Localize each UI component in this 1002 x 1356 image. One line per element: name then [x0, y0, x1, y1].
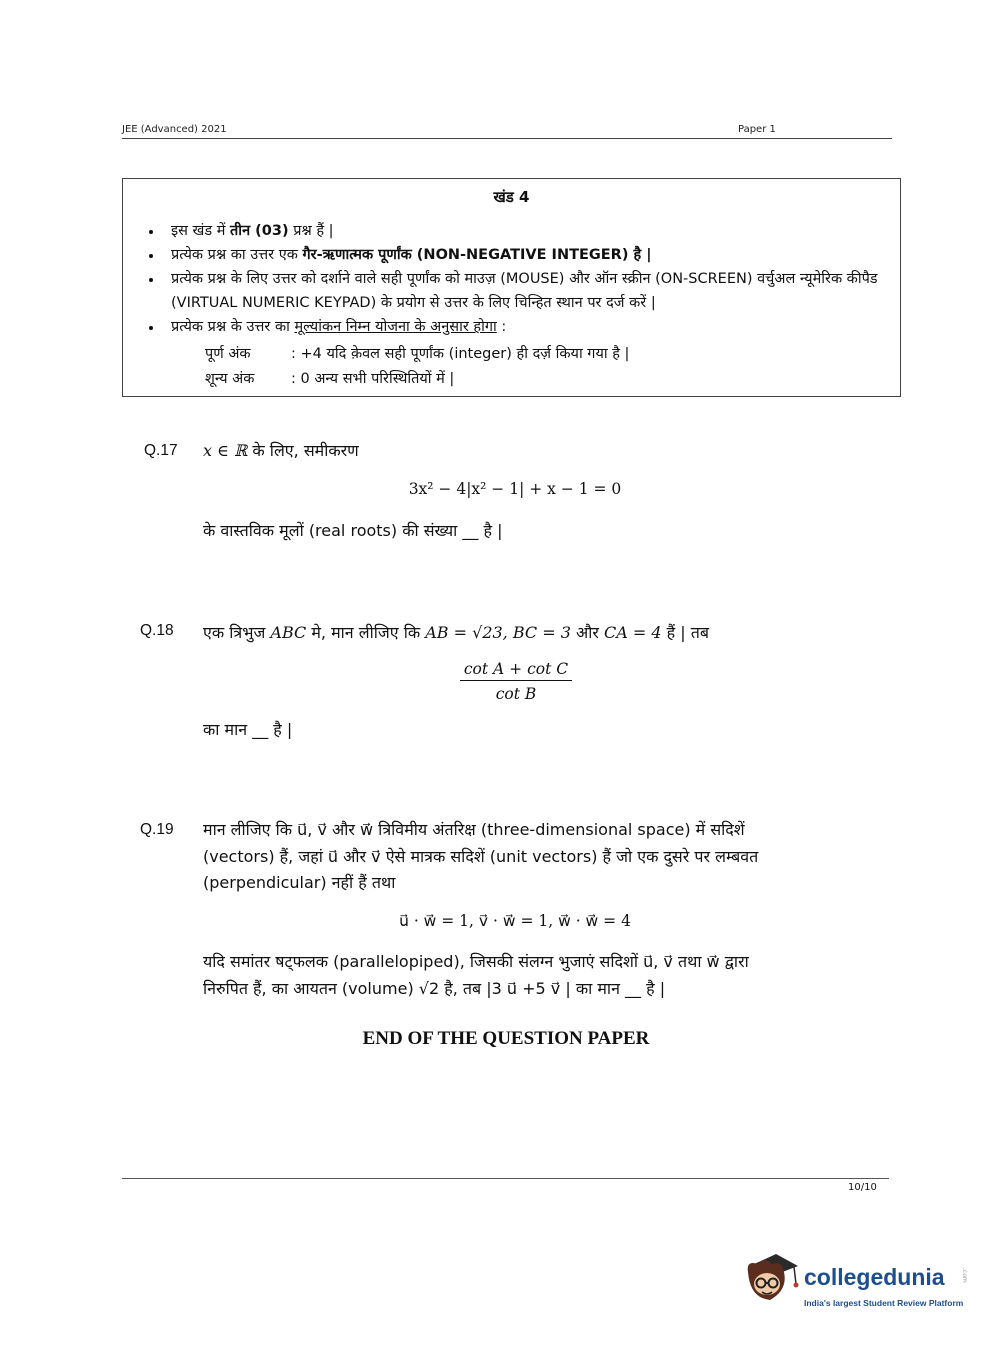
instruction-item: • प्रत्येक प्रश्न का उत्तर एक गैर-ऋणात्मक पूर्णांक (NON-NEGATIVE INTEGER) है | [163, 243, 898, 267]
header-paper: Paper 1 [738, 124, 776, 135]
header-rule [122, 138, 892, 139]
collegedunia-mascot-icon [742, 1250, 800, 1308]
collegedunia-logo-text[interactable]: collegedunia [804, 1264, 945, 1290]
instruction-item: • प्रत्येक प्रश्न के लिए उत्तर को दर्शाने वाले सही पूर्णांक को माउज़ (MOUSE) और ऑन स्क्रीन (ON-SCREEN) वर्चुअल न्यूमेरिक कीपैड (VIRTUAL NUMERIC KEYPAD) के प्रयोग से उत्तर के लिए चिन्हित स्थान पर दर्ज करें | [163, 267, 898, 315]
instruction-list [145, 219, 898, 339]
fraction-numerator: cot A + cot C [460, 660, 572, 681]
page-number: 10/10 [848, 1182, 877, 1193]
question-number-19: Q.19 [140, 821, 174, 838]
fraction-denominator: cot B [495, 685, 537, 703]
q19-line-5: निरुपित हैं, का आयतन (volume) √2 है, तब |3 u⃗ +5 v⃗ | का मान __ है | [203, 979, 666, 998]
q19-line-3: (perpendicular) नहीं हैं तथा [203, 873, 396, 892]
q19-line-2: (vectors) हैं, जहां u⃗ और v⃗ ऐसे मात्रक सदिशें (unit vectors) हैं जो एक दुसरे पर लम्बवत [203, 847, 759, 866]
header-title: JEE (Advanced) 2021 [122, 124, 227, 135]
q17-question: के वास्तविक मूलों (real roots) की संख्या __ है | [203, 521, 503, 540]
instruction-item: • इस खंड में तीन (03) प्रश्न हैं | [163, 219, 898, 243]
q18-fraction [418, 660, 614, 703]
q18-question: का मान __ है | [203, 720, 293, 739]
footer-rule [122, 1178, 889, 1179]
marking-zero: शून्य अंक : 0 अन्य सभी परिस्थितियों में | [205, 371, 455, 387]
q17-equation: 3x² − 4|x² − 1| + x − 1 = 0 [408, 480, 622, 498]
logo-domain-suffix: .com [961, 1268, 968, 1283]
question-number-18: Q.18 [140, 622, 174, 639]
q19-line-4: यदि समांतर षट्फलक (parallelopiped), जिसकी संलग्न भुजाएं सदिशों u⃗, v⃗ तथा w⃗ द्वारा [203, 952, 749, 971]
section-instructions-box [122, 178, 901, 397]
instruction-item: • प्रत्येक प्रश्न के उत्तर का मूल्यांकन निम्न योजना के अनुसार होगा : [163, 315, 898, 339]
section-title: खंड 4 [493, 188, 530, 206]
marking-full: पूर्ण अंक : +4 यदि क़ेवल सही पूर्णांक (integer) ही दर्ज़ किया गया है | [205, 346, 630, 362]
logo-tagline: India's largest Student Review Platform [804, 1298, 964, 1308]
q19-line-1: मान लीजिए कि u⃗, v⃗ और w⃗ त्रिविमीय अंतरिक्ष (three-dimensional space) में सदिशें [203, 820, 745, 839]
q17-lead: x ∈ ℝ के लिए, समीकरण [203, 441, 359, 460]
question-number-17: Q.17 [144, 442, 178, 459]
end-of-paper: END OF THE QUESTION PAPER [362, 1028, 650, 1049]
q18-lead: एक त्रिभुज ABC मे, मान लीजिए कि AB = √23, BC = 3 और CA = 4 हैं | तब [203, 623, 709, 642]
q19-equation: u⃗ · w⃗ = 1, v⃗ · w⃗ = 1, w⃗ · w⃗ = 4 [399, 912, 631, 930]
